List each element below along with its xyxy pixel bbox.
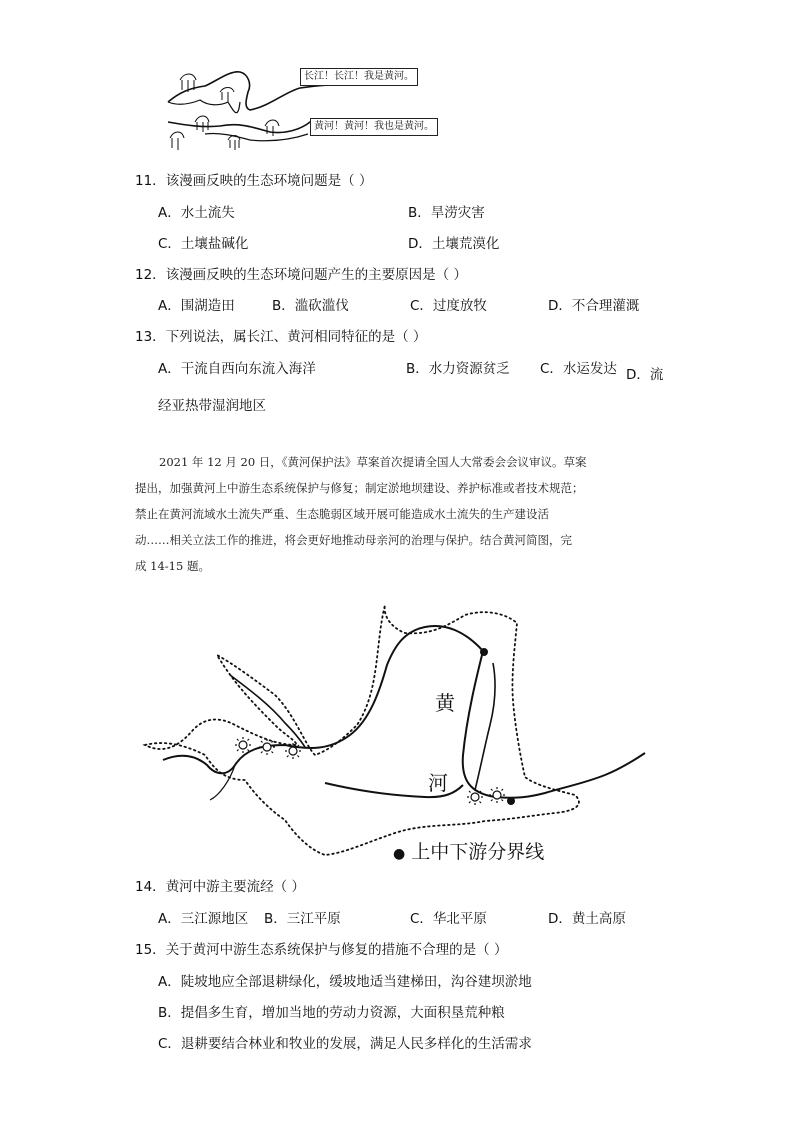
option-11-a: A．水土流失 [158, 205, 235, 221]
cartoon-illustration [160, 62, 450, 162]
speech-bubble-bottom: 黄河！黄河！我也是黄河。 [310, 118, 438, 136]
question-number: 12． [135, 267, 166, 283]
question-number: 15． [135, 942, 166, 958]
passage-line-1: 2021 年 12 月 20 日，《黄河保护法》草案首次提请全国人大常委会会议审议。草案 [159, 455, 587, 469]
passage-line-2: 提出，加强黄河上中游生态系统保护与修复；制定淤地坝建设、养护标准或者技术规范； [135, 481, 584, 495]
legend-label: 上中下游分界线 [411, 841, 545, 863]
question-text: 下列说法，属长江、黄河相同特征的是（ ） [165, 329, 427, 345]
option-11-d: D．土壤荒漠化 [408, 236, 500, 252]
question-13 [135, 328, 426, 346]
option-14-c: C．华北平原 [410, 911, 487, 927]
river-label-char-2: 河 [428, 771, 448, 795]
option-14-b: B．三江平原 [264, 911, 341, 927]
option-13-a: A．干流自西向东流入海洋 [158, 361, 316, 377]
map-legend [393, 837, 544, 864]
option-11-c: C．土壤盐碱化 [158, 236, 249, 252]
boundary-point-upper-middle [480, 648, 488, 656]
question-text: 黄河中游主要流经（ ） [165, 879, 305, 895]
question-text: 关于黄河中游生态系统保护与修复的措施不合理的是（ ） [165, 942, 508, 958]
passage-line-5: 成 14-15 题。 [135, 559, 210, 573]
option-13-c: C．水运发达 [540, 361, 617, 377]
option-14-d: D．黄土高原 [548, 911, 626, 927]
question-text: 该漫画反映的生态环境问题是（ ） [165, 173, 373, 189]
yellow-river-map-drawing [135, 605, 655, 870]
option-15-b: B．提倡多生育，增加当地的劳动力资源，大面积垦荒种粮 [158, 1005, 505, 1021]
option-13-b: B．水力资源贫乏 [406, 361, 510, 377]
speech-bubble-top: 长江！长江！我是黄河。 [300, 68, 418, 86]
basin-boundary [145, 605, 579, 855]
question-number: 14． [135, 879, 166, 895]
yellow-river-main [163, 626, 645, 798]
question-number: 11． [135, 173, 166, 189]
question-number: 13． [135, 329, 166, 345]
question-15 [135, 941, 507, 959]
option-15-c: C．退耕要结合林业和牧业的发展，满足人民多样化的生活需求 [158, 1036, 532, 1052]
option-12-d: D．不合理灌溉 [548, 298, 640, 314]
passage-line-3: 禁止在黄河流域水土流失严重、生态脆弱区域开展可能造成水土流失的生产建设活 [135, 507, 549, 521]
option-12-c: C．过度放牧 [410, 298, 487, 314]
passage [135, 453, 675, 575]
question-11 [135, 172, 372, 190]
river-label-char-1: 黄 [435, 691, 455, 715]
option-11-b: B．旱涝灾害 [408, 205, 485, 221]
option-12-a: A．围湖造田 [158, 298, 235, 314]
passage-line-4: 动……相关立法工作的推进，将会更好地推动母亲河的治理与保护。结合黄河简图，完 [135, 533, 572, 547]
option-13-d: D．流经亚热带湿润地区 [158, 367, 664, 414]
question-14 [135, 878, 305, 896]
option-15-a: A．陡坡地应全部退耕绿化，缓坡地适当建梯田，沟谷建坝淤地 [158, 974, 532, 990]
boundary-point-middle-lower [507, 797, 515, 805]
option-14-a: A．三江源地区 [158, 911, 249, 927]
question-12 [135, 266, 467, 284]
yellow-river-map [135, 605, 655, 870]
option-12-b: B．滥砍滥伐 [272, 298, 349, 314]
question-text: 该漫画反映的生态环境问题产生的主要原因是（ ） [165, 267, 467, 283]
legend-dot-icon: ● [393, 846, 406, 862]
